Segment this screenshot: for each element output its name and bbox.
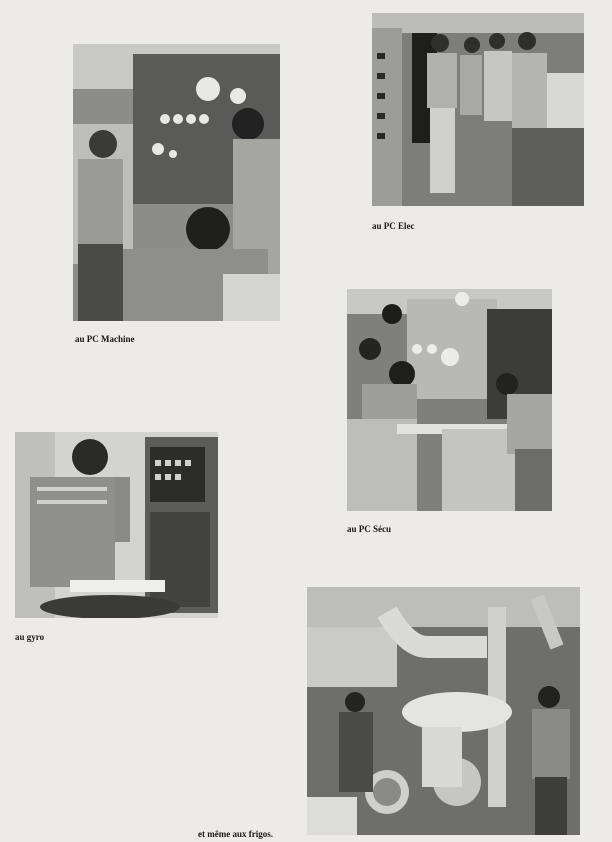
photo-pc-elec xyxy=(372,13,584,206)
photo-frigos-image xyxy=(307,587,580,835)
caption-pc-secu: au PC Sécu xyxy=(347,524,392,534)
caption-frigos: et même aux frigos. xyxy=(198,829,273,839)
photo-frigos xyxy=(307,587,580,835)
caption-gyro: au gyro xyxy=(15,632,45,642)
photo-pc-secu xyxy=(347,289,552,511)
photo-gyro xyxy=(15,432,218,618)
photo-gyro-image xyxy=(15,432,218,618)
photo-pc-machine-image xyxy=(73,44,280,321)
photo-pc-secu-image xyxy=(347,289,552,511)
photo-pc-machine xyxy=(73,44,280,321)
photo-pc-elec-image xyxy=(372,13,584,206)
caption-pc-machine: au PC Machine xyxy=(75,334,135,344)
caption-pc-elec: au PC Elec xyxy=(372,221,415,231)
